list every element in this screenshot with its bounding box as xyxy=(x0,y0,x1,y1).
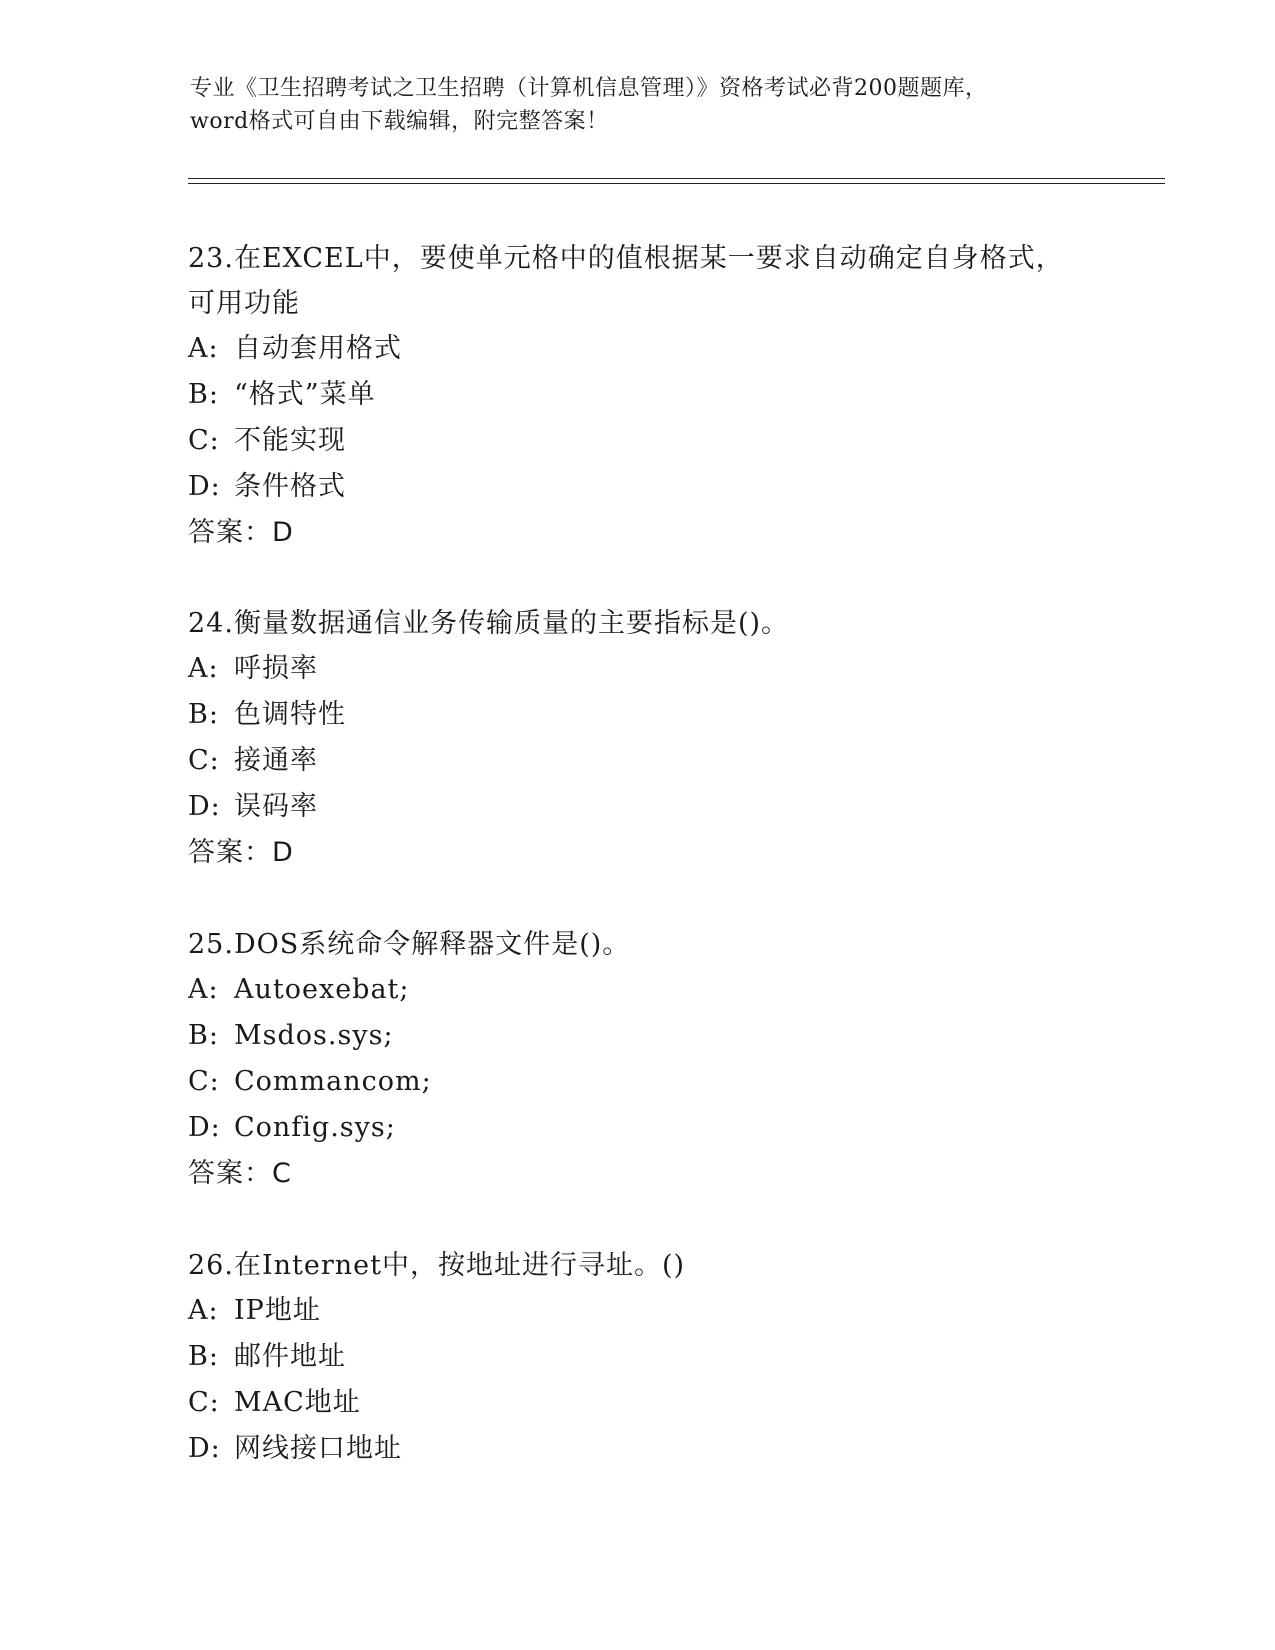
option-text: Config.sys; xyxy=(234,1112,396,1143)
option-text: 呼损率 xyxy=(234,653,318,684)
option-d xyxy=(188,1105,1088,1151)
option-label: D: xyxy=(188,471,221,502)
option-text: 网线接口地址 xyxy=(234,1433,402,1464)
header-line-1: 专业《卫生招聘考试之卫生招聘（计算机信息管理）》资格考试必背200题题库， xyxy=(190,76,988,101)
option-text: Commancom; xyxy=(234,1066,432,1097)
option-text: MAC地址 xyxy=(234,1387,361,1418)
option-d xyxy=(188,784,1088,830)
option-text: Msdos.sys; xyxy=(234,1020,394,1051)
option-c xyxy=(188,1380,1088,1426)
answer-text: 答案：C xyxy=(188,1158,292,1189)
question-text: 25.DOS系统命令解释器文件是()。 xyxy=(188,929,631,960)
option-label: C: xyxy=(188,425,220,456)
option-label: B: xyxy=(188,699,219,730)
option-label: A: xyxy=(188,974,219,1005)
option-b xyxy=(188,1334,1088,1380)
question-text: 26.在Internet中，按地址进行寻址。() xyxy=(188,1250,686,1281)
option-label: B: xyxy=(188,379,219,410)
option-b xyxy=(188,692,1088,738)
header-line-2: word格式可自由下载编辑，附完整答案！ xyxy=(190,109,609,134)
option-a xyxy=(188,967,1088,1013)
option-b xyxy=(188,372,1088,418)
document-header xyxy=(190,72,1090,138)
option-label: A: xyxy=(188,1295,219,1326)
option-label: D: xyxy=(188,1112,221,1143)
option-d xyxy=(188,464,1088,510)
header-divider-bottom xyxy=(188,183,1165,184)
option-text: 误码率 xyxy=(234,791,318,822)
option-text: 不能实现 xyxy=(234,425,346,456)
option-c xyxy=(188,1059,1088,1105)
option-text: 条件格式 xyxy=(234,471,346,502)
option-text: Autoexebat; xyxy=(234,974,410,1005)
option-c xyxy=(188,738,1088,784)
option-a xyxy=(188,1288,1088,1334)
question-24 xyxy=(188,601,1088,876)
question-text: 23.在EXCEL中，要使单元格中的值根据某一要求自动确定自身格式，可用功能 xyxy=(188,243,1064,319)
question-26 xyxy=(188,1243,1088,1472)
option-text: IP地址 xyxy=(234,1295,321,1326)
option-c xyxy=(188,418,1088,464)
option-label: B: xyxy=(188,1341,219,1372)
option-text: 邮件地址 xyxy=(234,1341,346,1372)
option-label: A: xyxy=(188,653,219,684)
option-text: 色调特性 xyxy=(234,699,346,730)
option-b xyxy=(188,1013,1088,1059)
option-a xyxy=(188,646,1088,692)
option-text: 接通率 xyxy=(234,745,318,776)
option-d xyxy=(188,1426,1088,1472)
option-label: A: xyxy=(188,333,219,364)
question-25 xyxy=(188,922,1088,1197)
option-label: C: xyxy=(188,745,220,776)
header-divider-top xyxy=(188,178,1165,179)
option-label: D: xyxy=(188,791,221,822)
question-23 xyxy=(188,236,1088,556)
option-text: 自动套用格式 xyxy=(234,333,402,364)
option-text: “格式”菜单 xyxy=(234,379,376,410)
option-label: D: xyxy=(188,1433,221,1464)
option-a xyxy=(188,326,1088,372)
answer-text: 答案：D xyxy=(188,517,294,548)
option-label: C: xyxy=(188,1066,220,1097)
option-label: B: xyxy=(188,1020,219,1051)
question-text: 24.衡量数据通信业务传输质量的主要指标是()。 xyxy=(188,608,790,639)
answer-text: 答案：D xyxy=(188,837,294,868)
option-label: C: xyxy=(188,1387,220,1418)
